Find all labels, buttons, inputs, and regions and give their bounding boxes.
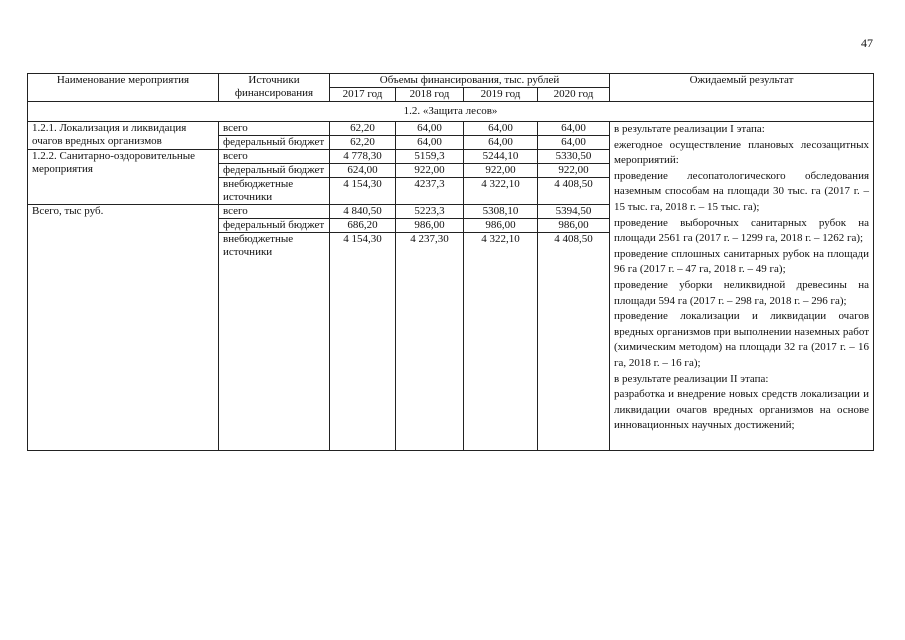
value-cell: 64,00 xyxy=(538,122,610,136)
result-paragraph: разработка и внедрение новых средств локализации и ликвидации очагов вредных организмов на основе инновационных научных достижений; xyxy=(614,388,870,432)
value-cell: 4 322,10 xyxy=(464,178,538,205)
source-cell: всего xyxy=(219,122,330,136)
value-cell: 64,00 xyxy=(538,136,610,150)
value-cell: 922,00 xyxy=(396,164,464,178)
value-cell: 4 322,10 xyxy=(464,233,538,451)
header-year: 2019 год xyxy=(464,88,538,102)
value-cell: 5394,50 xyxy=(538,205,610,219)
header-result: Ожидаемый результат xyxy=(610,74,874,102)
value-cell: 922,00 xyxy=(538,164,610,178)
source-cell: федеральный бюджет xyxy=(219,136,330,150)
source-cell: всего xyxy=(219,205,330,219)
value-cell: 62,20 xyxy=(330,122,396,136)
value-cell: 4 840,50 xyxy=(330,205,396,219)
result-paragraph: в результате реализации I этапа: xyxy=(614,123,765,135)
source-cell: федеральный бюджет xyxy=(219,164,330,178)
value-cell: 986,00 xyxy=(396,219,464,233)
value-cell: 4 408,50 xyxy=(538,233,610,451)
funding-table xyxy=(27,73,874,451)
header-year: 2017 год xyxy=(330,88,396,102)
value-cell: 624,00 xyxy=(330,164,396,178)
source-cell: внебюджетные источники xyxy=(219,233,330,451)
value-cell: 4237,3 xyxy=(396,178,464,205)
value-cell: 64,00 xyxy=(464,136,538,150)
value-cell: 4 408,50 xyxy=(538,178,610,205)
value-cell: 5159,3 xyxy=(396,150,464,164)
result-paragraph: проведение выборочных санитарных рубок на площади 2561 га (2017 г. – 1299 га, 2018 г. – 1262 га); xyxy=(614,216,870,245)
result-paragraph: в результате реализации II этапа: xyxy=(614,372,769,385)
value-cell: 922,00 xyxy=(464,164,538,178)
source-cell: всего xyxy=(219,150,330,164)
result-paragraph: проведение уборки неликвидной древесины на площади 594 га (2017 г. – 298 га, 2018 г. – 296 га); xyxy=(614,278,870,307)
group-name: 1.2.2. Санитарно-оздоровительные мероприятия xyxy=(28,150,219,205)
header-year: 2018 год xyxy=(396,88,464,102)
source-cell: федеральный бюджет xyxy=(219,219,330,233)
value-cell: 5308,10 xyxy=(464,205,538,219)
value-cell: 986,00 xyxy=(538,219,610,233)
value-cell: 4 778,30 xyxy=(330,150,396,164)
header-sources: Источники финансирования xyxy=(219,74,330,102)
header-name: Наименование мероприятия xyxy=(28,74,219,102)
value-cell: 4 237,30 xyxy=(396,233,464,451)
section-title: 1.2. «Защита лесов» xyxy=(28,102,874,122)
header-year: 2020 год xyxy=(538,88,610,102)
value-cell: 64,00 xyxy=(396,136,464,150)
value-cell: 5244,10 xyxy=(464,150,538,164)
group-name: 1.2.1. Локализация и ликвидация очагов вредных организмов xyxy=(28,122,219,150)
value-cell: 5223,3 xyxy=(396,205,464,219)
value-cell: 4 154,30 xyxy=(330,178,396,205)
header-volumes: Объемы финансирования, тыс. рублей xyxy=(330,74,610,88)
page-number: 47 xyxy=(861,36,873,50)
value-cell: 5330,50 xyxy=(538,150,610,164)
group-name: Всего, тыс руб. xyxy=(28,205,219,451)
result-paragraph: проведение лесопатологического обследования наземным способам на площади 30 тыс. га (2017 г. – 15 тыс. га, 2018 г. – 15 тыс. га); xyxy=(614,169,870,213)
result-paragraph: ежегодное осуществление плановых лесозащитных мероприятий: xyxy=(614,138,870,167)
value-cell: 4 154,30 xyxy=(330,233,396,451)
expected-result xyxy=(610,122,874,451)
value-cell: 62,20 xyxy=(330,136,396,150)
result-paragraph: проведение сплошных санитарных рубок на площади 96 га (2017 г. – 47 га, 2018 г. – 49 га); xyxy=(614,247,870,276)
source-cell: внебюджетные источники xyxy=(219,178,330,205)
result-paragraph: проведение локализации и ликвидации очагов вредных организмов при выполнении наземных работ (химическим методом) на площади 32 га (2017 г. – 16 га, 2018 г. – 16 га); xyxy=(614,310,870,369)
value-cell: 64,00 xyxy=(464,122,538,136)
value-cell: 64,00 xyxy=(396,122,464,136)
value-cell: 686,20 xyxy=(330,219,396,233)
value-cell: 986,00 xyxy=(464,219,538,233)
